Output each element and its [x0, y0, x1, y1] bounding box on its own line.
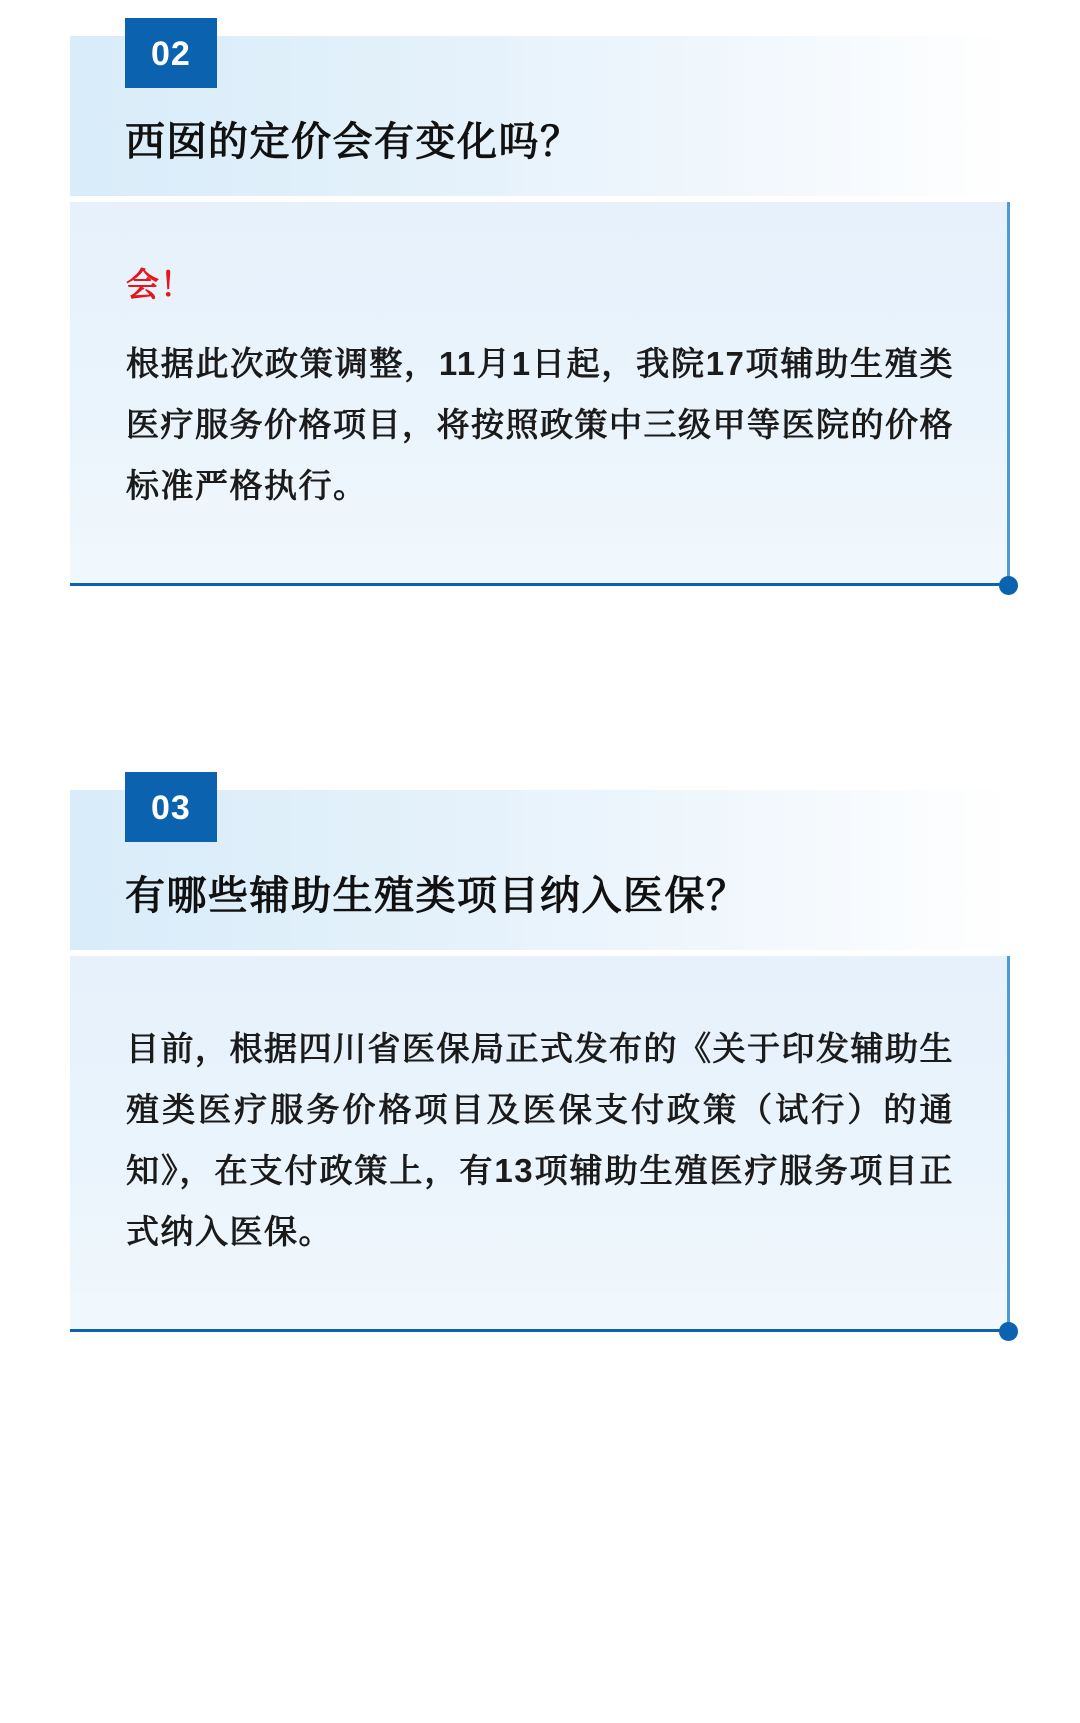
card-right-rail — [1007, 956, 1010, 1332]
card-corner-dot — [999, 1322, 1018, 1341]
section-header-02 — [70, 18, 1010, 168]
faq-section-02 — [0, 18, 1080, 586]
section-spacer — [0, 586, 1080, 772]
section-number-badge: 02 — [125, 18, 217, 88]
answer-body-text: 根据此次政策调整，11月1日起，我院17项辅助生殖类医疗服务价格项目，将按照政策中三级甲等医院的价格标准严格执行。 — [126, 344, 954, 504]
top-spacer — [0, 0, 1080, 18]
answer-highlight: 会！ — [126, 266, 194, 303]
section-title: 西囡的定价会有变化吗？ — [125, 120, 582, 164]
section-header-03 — [70, 772, 1010, 922]
answer-card-03 — [70, 956, 1010, 1332]
answer-body-text: 目前，根据四川省医保局正式发布的《关于印发辅助生殖类医疗服务价格项目及医保支付政策（试行）的通知》，在支付政策上，有13项辅助生殖医疗服务项目正式纳入医保。 — [126, 1030, 954, 1251]
faq-section-03 — [0, 772, 1080, 1332]
card-corner-dot — [999, 576, 1018, 595]
card-right-rail — [1007, 202, 1010, 586]
answer-card-02 — [70, 202, 1010, 586]
section-title: 有哪些辅助生殖类项目纳入医保？ — [125, 874, 748, 919]
section-number-badge: 03 — [125, 772, 217, 842]
